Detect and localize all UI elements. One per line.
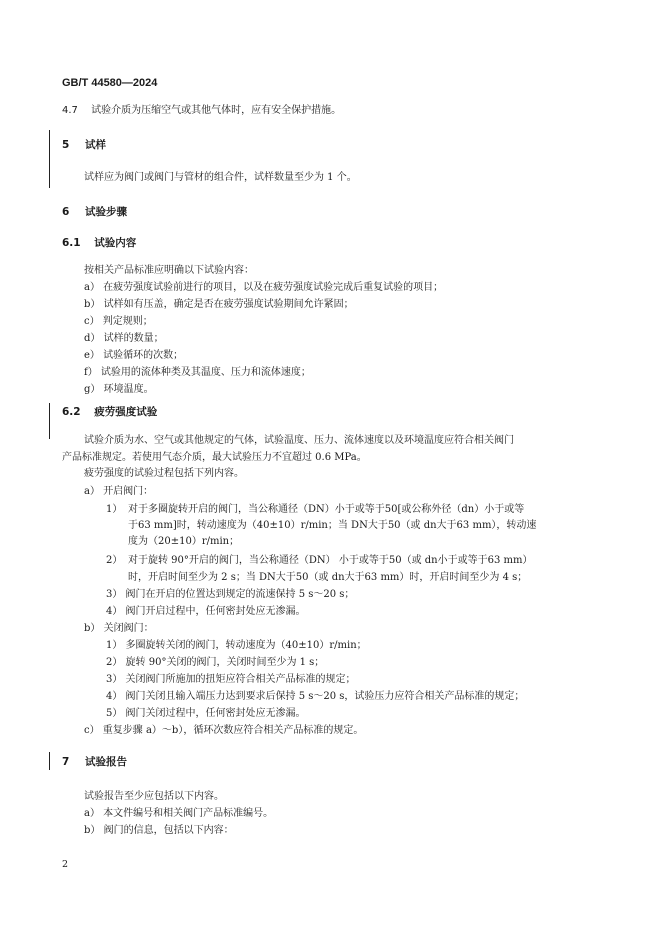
section-5-heading [62, 138, 106, 152]
list-item-open-valve: a） 开启阀门： [84, 486, 154, 497]
list-item-close-valve: b） 关闭阀门： [84, 623, 154, 634]
clause-6-2-para1-line1: 试验介质为水、空气或其他规定的气体，试验温度、压力、流体速度以及环境温度应符合相关阀门 [84, 435, 514, 446]
sub-item-a1-line3: 度为（20±10）r/min； [128, 536, 240, 547]
clause-6-2-para2: 疲劳强度的试验过程包括下列内容。 [84, 468, 244, 479]
list-item: a） 在疲劳强度试验前进行的项目，以及在疲劳强度试验完成后重复试验的项目； [84, 282, 444, 293]
sub-item: 4） 阀门开启过程中，任何密封处应无渗漏。 [106, 606, 306, 617]
clause-title: 试验内容 [94, 237, 137, 249]
sub-item: 3） 阀门在开启的位置达到规定的流速保持 5 s～20 s； [106, 589, 355, 600]
list-item: f） 试验用的流体种类及其温度、压力和流体速度； [84, 367, 311, 378]
section-7-heading [62, 755, 127, 769]
sub-item-a1-line2: 于63 mm]时，转动速度为（40±10）r/min；当 DN大于50（或 dn大于63 mm），转动速 [128, 520, 537, 531]
clause-6-1-intro: 按相关产品标准应明确以下试验内容： [84, 265, 254, 276]
clause-6-2-heading [62, 405, 157, 419]
clause-4-7 [62, 104, 341, 118]
list-item: c） 判定规则； [84, 316, 153, 327]
list-item: b） 试样如有压盖，确定是否在疲劳强度试验期间允许紧固； [84, 299, 354, 310]
list-item: a） 本文件编号和相关阀门产品标准编号。 [84, 808, 274, 819]
change-bar [49, 403, 50, 439]
section-title: 试验报告 [84, 756, 127, 768]
clause-number: 6.2 [62, 406, 81, 418]
change-bar [49, 752, 50, 770]
sub-item: 3） 关闭阀门所施加的扭矩应符合相关产品标准的规定； [106, 674, 356, 685]
page-number: 2 [62, 859, 69, 870]
section-6-heading [62, 205, 127, 219]
sub-item-a1-line1: 对于多圈旋转开启的阀门，当公称通径（DN）小于或等于50[或公称外径（dn）小于或等 [128, 504, 525, 515]
clause-text: 试验介质为压缩空气或其他气体时，应有安全保护措施。 [91, 105, 342, 116]
list-item: b） 阀门的信息，包括以下内容： [84, 825, 234, 836]
clause-6-2-para1-line2: 产品标准规定。若使用气态介质，最大试验压力不宜超过 0.6 MPa。 [62, 452, 367, 463]
sub-item: 1） 多圈旋转关闭的阀门，转动速度为（40±10）r/min； [106, 640, 367, 651]
section-number: 5 [62, 139, 70, 151]
section-number: 6 [62, 206, 70, 218]
sub-item-a2-line1: 对于旋转 90°开启的阀门，当公称通径（DN） 小于或等于50（或 dn小于或等于63 mm） [128, 555, 533, 566]
section-number: 7 [62, 756, 70, 768]
sub-item: 5） 阀门关闭过程中，任何密封处应无渗漏。 [106, 708, 306, 719]
clause-number: 4.7 [62, 105, 78, 116]
clause-6-1-heading [62, 236, 136, 250]
list-item: e） 试验循环的次数； [84, 350, 184, 361]
section-7-intro: 试验报告至少应包括以下内容。 [84, 791, 224, 802]
section-5-body: 试样应为阀门或阀门与管材的组合件，试样数量至少为 1 个。 [84, 172, 357, 183]
standard-code-header: GB/T 44580—2024 [62, 77, 158, 89]
sub-item: 2） 旋转 90°关闭的阀门，关闭时间至少为 1 s； [106, 657, 325, 668]
list-item-repeat: c） 重复步骤 a）～b），循环次数应符合相关产品标准的规定。 [84, 725, 364, 736]
clause-title: 疲劳强度试验 [94, 406, 158, 418]
clause-number: 6.1 [62, 237, 81, 249]
sub-item-a2-line2: 时，开启时间至少为 2 s；当 DN大于50（或 dn大于63 mm）时，开启时间至少为 4 s； [128, 572, 528, 583]
list-item: d） 试样的数量； [84, 333, 164, 344]
sub-item-number: 1） [106, 504, 123, 515]
section-title: 试验步骤 [84, 206, 127, 218]
change-bar [49, 130, 50, 188]
sub-item-number: 2） [106, 555, 123, 566]
section-title: 试样 [84, 139, 106, 151]
sub-item: 4） 阀门关闭且输入端压力达到要求后保持 5 s～20 s，试验压力应符合相关产品标准的规定； [106, 691, 525, 702]
list-item: g） 环境温度。 [84, 384, 154, 395]
